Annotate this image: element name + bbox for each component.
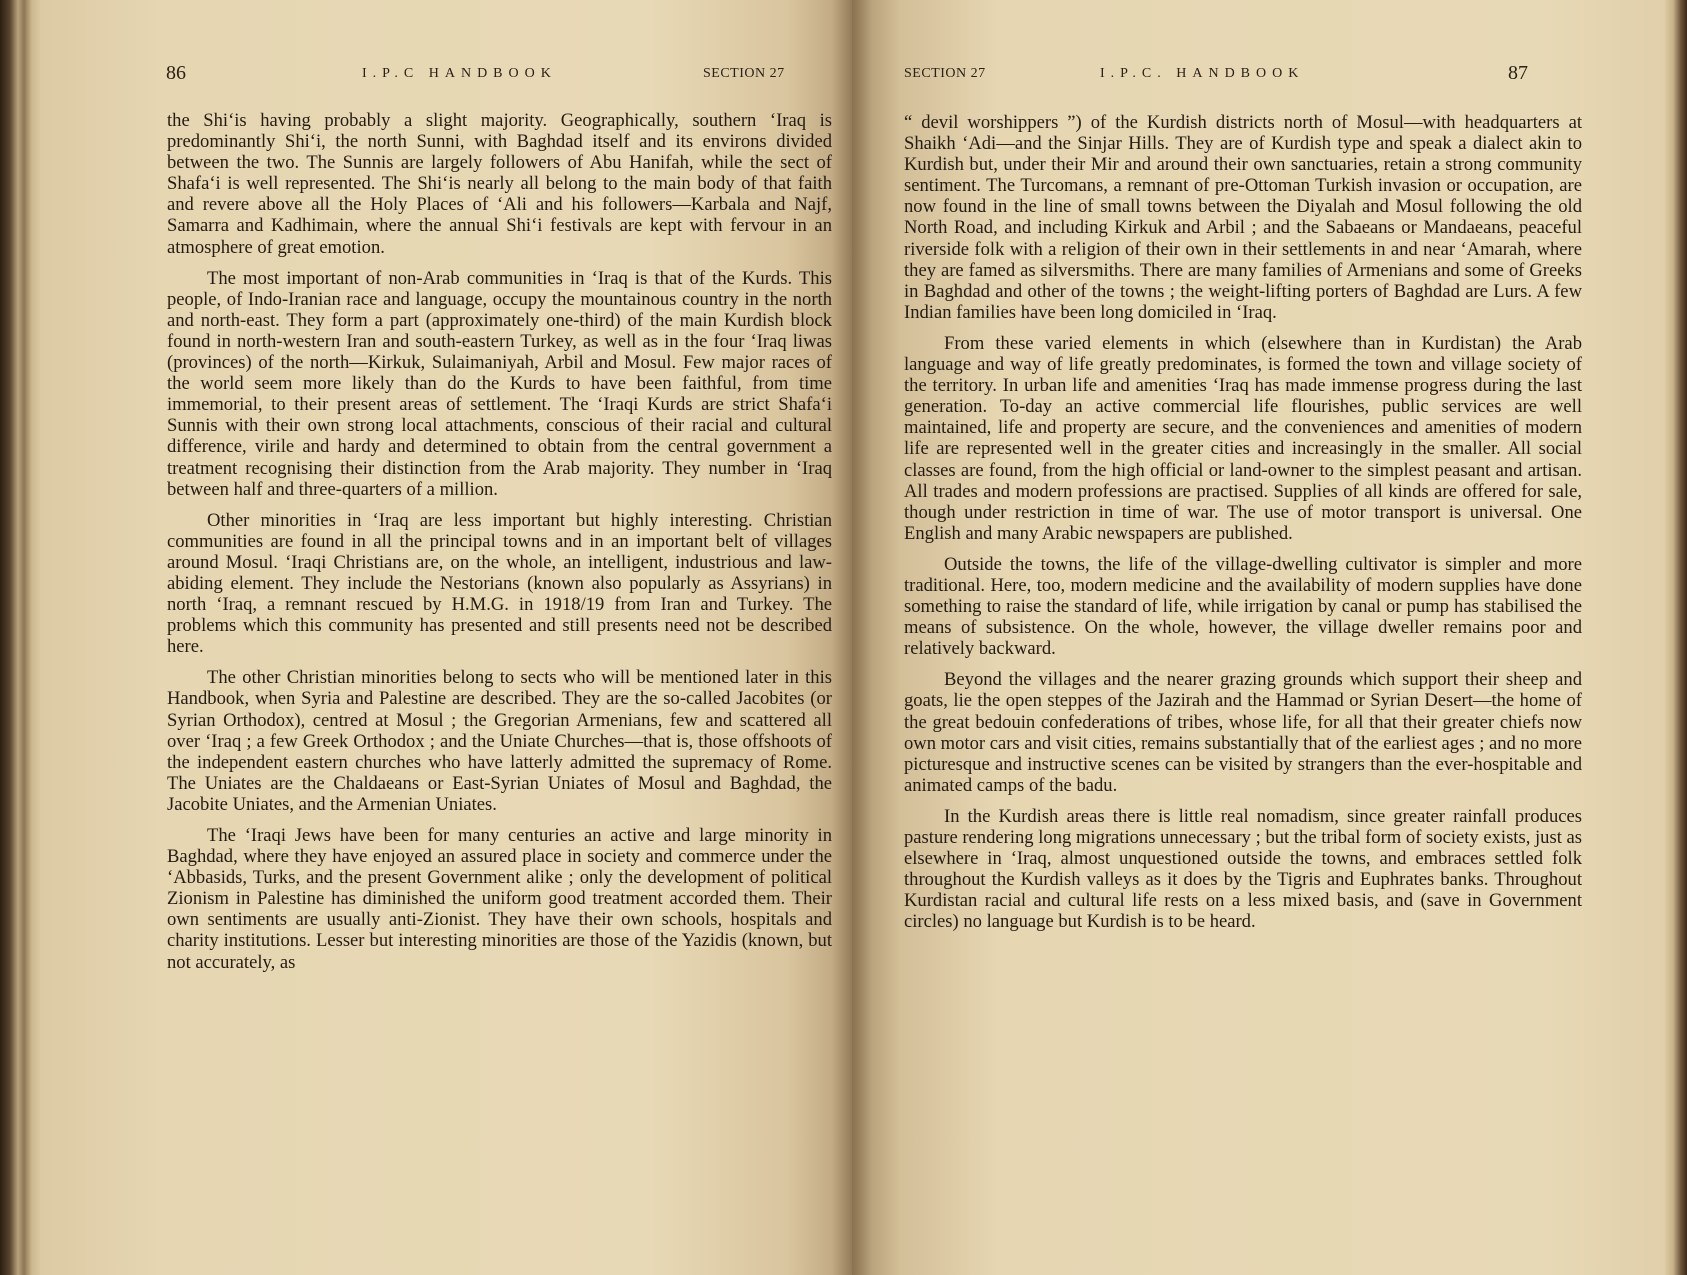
left-book-title: I.P.C HANDBOOK xyxy=(362,66,557,81)
left-page-number: 86 xyxy=(166,62,186,84)
right-paragraph-1: “ devil worshippers ”) of the Kurdish districts north of Mosul—with headquarters at Shaikh ‘Adi—and the Sinjar Hills. They are of Kurdish type and speak a dialect akin to Kurdish but, under their Mir and around their own sanctuaries, retain a strong community sentiment. The Turcomans, a remnant of pre-Ottoman Turkish invasion or occupation, are now found in the line of small towns between the Diyalah and Mosul following the old North Road, and including Kirkuk and Arbil ; and the Sabaeans or Mandaeans, peaceful riverside folk with a religion of their own in their settlements in and near ‘Amarah, where they are famed as silversmiths. There are many families of Armenians and some of Greeks in Baghdad and other of the towns ; the weight-lifting porters of Baghdad are Lurs. A few Indian families have been long domiciled in ‘Iraq. xyxy=(904,112,1582,323)
left-paragraph-4: The other Christian minorities belong to sects who will be mentioned later in this Handbook, when Syria and Palestine are described. They are the so-called Jacobites (or Syrian Orthodox), centred at Mosul ; the Gregorian Armenians, few and scattered all over ‘Iraq ; a few Greek Orthodox ; and the Uniate Churches—that is, those offshoots of the independent eastern churches who have latterly admitted the supremacy of Rome. The Uniates are the Chaldaeans or East-Syrian Uniates of Mosul and Baghdad, the Jacobite Uniates, and the Armenian Uniates. xyxy=(167,667,832,815)
right-paragraph-5: In the Kurdish areas there is little real nomadism, since greater rainfall produces pasture rendering long migrations unnecessary ; but the tribal form of society exists, just as elsewhere in ‘Iraq, almost unquestioned outside the towns, and embraces settled folk throughout the Kurdish valleys as it does by the Tigris and Euphrates banks. Throughout Kurdistan racial and cultural life rests on a less mixed basis, and (save in Government circles) no language but Kurdish is to be heard. xyxy=(904,805,1582,933)
right-paragraph-3: Outside the towns, the life of the village-dwelling cultivator is simpler and more traditional. Here, too, modern medicine and the availability of modern supplies have done something to raise the standard of life, while irrigation by canal or pump has stabilised the means of subsistence. On the whole, however, the village dweller remains poor and relatively backward. xyxy=(904,553,1582,660)
right-section-label: SECTION 27 xyxy=(904,66,986,81)
left-running-head xyxy=(40,62,852,90)
right-book-title: I.P.C. HANDBOOK xyxy=(1100,66,1305,81)
left-text-block xyxy=(167,110,832,983)
right-text-block xyxy=(904,112,1582,942)
right-paragraph-4: Beyond the villages and the nearer grazing grounds which support their sheep and goats, lie the open steppes of the Jazirah and the Hammad or Syrian Desert—the home of the great bedouin confederations of tribes, whose life, for all that their greater chiefs now own motor cars and visit cities, remains substantially that of the earliest ages ; and no more picturesque and instructive scenes can be visited by strangers than the ever-hospitable and animated camps of the badu. xyxy=(904,669,1582,796)
right-page xyxy=(852,0,1665,1275)
left-page xyxy=(40,0,852,1275)
right-book-edge xyxy=(1665,0,1687,1275)
left-book-edge xyxy=(0,0,40,1275)
left-paragraph-2: The most important of non-Arab communities in ‘Iraq is that of the Kurds. This people, of Indo-Iranian race and language, occupy the mountainous country in the north and north-east. They form a part (approximately one-third) of the main Kurdish block found in north-western Iran and south-eastern Turkey, as well as in the four ‘Iraq liwas (provinces) of the north—Kirkuk, Sulaimaniyah, Arbil and Mosul. Few major races of the world seem more likely than do the Kurds to have been faithful, from time immemorial, to their present areas of settlement. The ‘Iraqi Kurds are strict Shafa‘i Sunnis with their own strong local attachments, conscious of their racial and cultural difference, virile and hardy and determined to obtain from the central government a treatment recognising their distinction from the Arab majority. They number in ‘Iraq between half and three-quarters of a million. xyxy=(167,267,832,500)
left-section-label: SECTION 27 xyxy=(703,66,785,81)
left-paragraph-1: the Shi‘is having probably a slight majority. Geographically, southern ‘Iraq is predominantly Shi‘i, the north Sunni, with Baghdad itself and its environs divided between the two. The Sunnis are largely followers of Abu Hanifah, while the sect of Shafa‘i is well represented. The Shi‘is nearly all belong to the main body of that faith and revere above all the Holy Places of ‘Ali and his followers—Karbala and Najf, Samarra and Kadhimain, where the annual Shi‘i festivals are kept with fervour in an atmosphere of great emotion. xyxy=(167,110,832,258)
book-gutter xyxy=(832,0,872,1275)
right-running-head xyxy=(852,62,1665,90)
left-paragraph-3: Other minorities in ‘Iraq are less important but highly interesting. Christian communities are found in all the principal towns and in an important belt of villages around Mosul. ‘Iraqi Christians are, on the whole, an intelligent, industrious and law-abiding element. They include the Nestorians (known also popularly as Assyrians) in north ‘Iraq, a remnant rescued by H.M.G. in 1918/19 from Iran and Turkey. The problems which this community has presented and still presents need not be described here. xyxy=(167,509,832,658)
left-paragraph-5: The ‘Iraqi Jews have been for many centuries an active and large minority in Baghdad, where they have enjoyed an assured place in society and commerce under the ‘Abbasids, Turks, and the present Government alike ; only the development of political Zionism in Palestine has diminished the uniform good treatment accorded them. Their own sentiments are usually anti-Zionist. They have their own schools, hospitals and charity institutions. Lesser but interesting minorities are those of the Yazidis (known, but not accurately, as xyxy=(167,825,832,973)
right-paragraph-2: From these varied elements in which (elsewhere than in Kurdistan) the Arab language and way of life greatly predominates, is formed the town and village society of the territory. In urban life and amenities ‘Iraq has made immense progress during the last generation. To-day an active commercial life flourishes, public services are well maintained, life and property are secure, and the conveniences and amenities of modern life are represented well in the greater cities and increasingly in the smaller. All social classes are found, from the high official or land-owner to the simplest peasant and artisan. All trades and modern professions are practised. Supplies of all kinds are offered for sale, though under restriction in time of war. The use of motor transport is universal. One English and many Arabic newspapers are published. xyxy=(904,332,1582,544)
right-page-number: 87 xyxy=(1508,62,1528,84)
